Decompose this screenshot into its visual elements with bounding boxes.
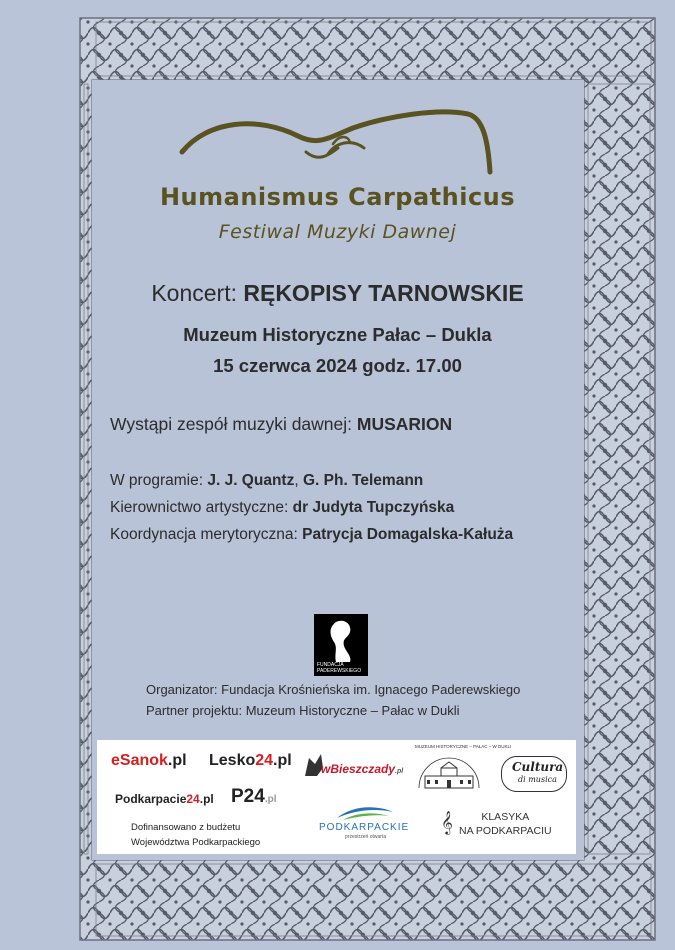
treble-clef-icon: 𝄞 (441, 810, 453, 834)
lesko24-logo: Lesko24.pl (209, 752, 292, 769)
concert-prefix: Koncert: (151, 280, 244, 306)
paderewski-silhouette-icon (324, 618, 358, 662)
coordination-label: Koordynacja merytoryczna: (110, 526, 303, 543)
program-line (110, 472, 423, 490)
program-label: W programie: (110, 472, 208, 489)
violin-outline-icon (178, 100, 498, 180)
partner-text: Partner projektu: Muzeum Historyczne – Pałac w Dukli (146, 703, 460, 718)
wbieszczady-logo: wBieszczady.pl (321, 762, 404, 776)
coordination-name: Patrycja Domagalska-Kałuża (302, 526, 514, 543)
program-composer-1: J. J. Quantz (207, 472, 295, 489)
festival-name: Humanismus Carpathicus (159, 183, 516, 211)
klasyka-logo: KLASYKA NA PODKARPACIU (459, 811, 552, 837)
museum-logo (413, 750, 485, 796)
performer-line (110, 414, 452, 435)
foundation-logo-line1: FUNDACJA (317, 662, 344, 668)
artistic-name: dr Judyta Tupczyńska (292, 499, 455, 516)
museum-caption: MUZEUM HISTORYCZNE – PAŁAC – W DUKLI (415, 744, 512, 749)
p24-logo: P24.pl (231, 786, 277, 807)
program-composer-2: G. Ph. Telemann (302, 472, 424, 489)
artistic-label: Kierownictwo artystyczne: (110, 499, 293, 516)
program-separator: , (294, 472, 303, 489)
podkarpackie-swoosh-icon (335, 802, 395, 822)
coordination-line (110, 526, 513, 544)
podkarpacie24-logo: Podkarpacie24.pl (115, 792, 214, 806)
podkarpackie-tagline: przestrzeń otwarta (345, 834, 387, 840)
concert-title: RĘKOPISY TARNOWSKIE (243, 280, 524, 306)
esanok-logo: eSanok.pl (111, 752, 187, 769)
festival-subtitle: Festiwal Muzyki Dawnej (218, 221, 457, 243)
foundation-logo (314, 614, 368, 676)
funding-note: Dofinansowano z budżetu Województwa Podkarpackiego (131, 822, 261, 848)
artistic-line (110, 499, 454, 517)
sponsors-panel (97, 740, 576, 854)
concert-datetime: 15 czerwca 2024 godz. 17.00 (213, 355, 462, 376)
podkarpackie-logo: PODKARPACKIE (319, 822, 410, 833)
organizer-text: Organizator: Fundacja Krośnieńska im. Ignacego Paderewskiego (146, 682, 521, 697)
cultura-logo: Cultura di musica (501, 756, 567, 792)
performer-name: MUSARION (356, 414, 453, 434)
concert-venue: Muzeum Historyczne Pałac – Dukla (183, 324, 492, 345)
performer-label: Wystąpi zespół muzyki dawnej: (110, 414, 357, 434)
foundation-logo-line2: PADEREWSKIEGO (317, 668, 362, 674)
concert-heading (0, 280, 675, 307)
